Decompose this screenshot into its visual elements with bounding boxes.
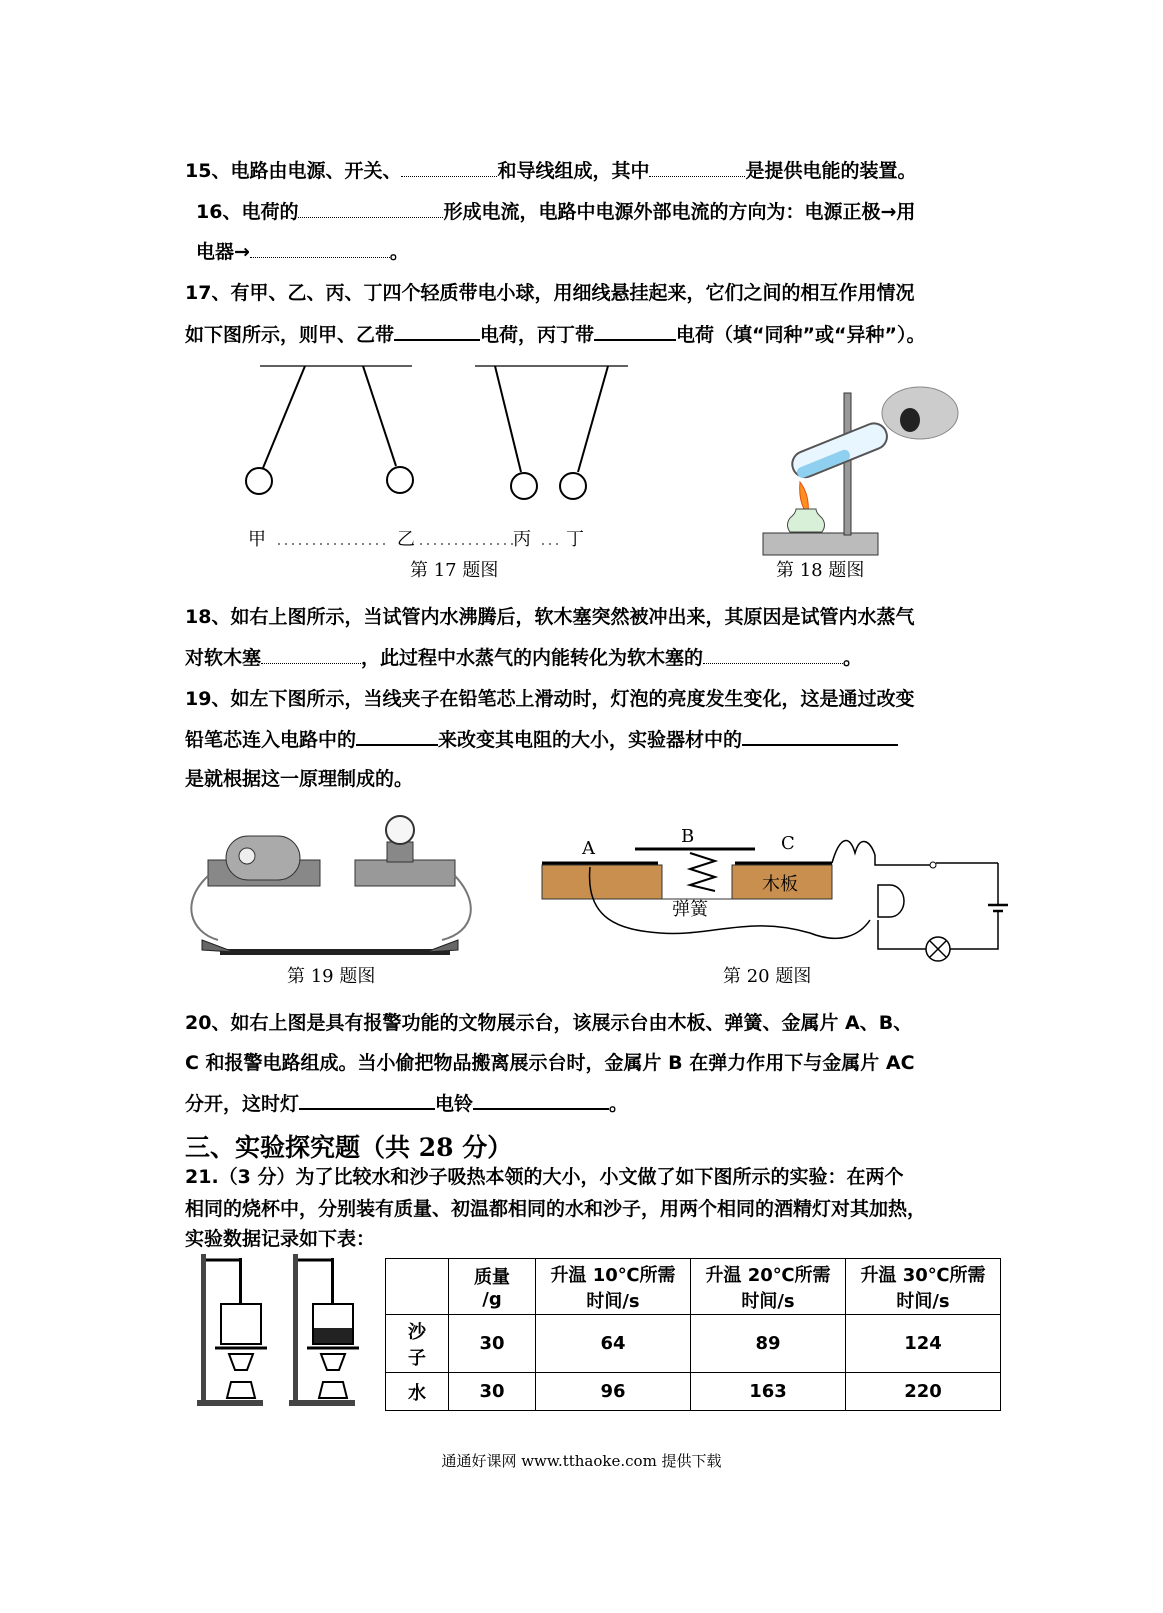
question-17-line1: 17、有甲、乙、丙、丁四个轻质带电小球，用细线悬挂起来，它们之间的相互作用情况: [185, 282, 915, 304]
stand-base: [763, 533, 878, 555]
question-15: 15、电路由电源、开关、 和导线组成，其中 是提供电能的装置。: [185, 160, 917, 182]
cell: 64: [536, 1315, 691, 1373]
cell: 30: [449, 1315, 536, 1373]
footer: 通通好课网 www.tthaoke.com 提供下载: [441, 1452, 722, 1470]
label-C: C: [781, 833, 795, 854]
wire: [875, 855, 930, 865]
string-bing: [495, 366, 521, 472]
label-bing: 丙: [513, 529, 531, 550]
answer-blank[interactable]: [261, 645, 361, 664]
caption-fig18: 第 18 题图: [776, 560, 865, 581]
ball-jia: [246, 468, 272, 494]
label-jia: 甲: [248, 529, 266, 550]
ball-bing: [511, 473, 537, 499]
label-yi: 乙: [397, 529, 415, 550]
header-20c: 升温 20℃所需 时间/s: [691, 1259, 846, 1315]
setup-sand: [197, 1254, 267, 1406]
steam-cloud: [882, 387, 958, 439]
header-30c: 升温 30℃所需 时间/s: [846, 1259, 1001, 1315]
answer-blank[interactable]: [473, 1090, 609, 1110]
alcohol-lamp: [319, 1382, 347, 1398]
table-row: [386, 1315, 1001, 1373]
string-ding: [578, 366, 608, 472]
question-21-line2: 相同的烧杯中，分别装有质量、初温都相同的水和沙子，用两个相同的酒精灯对其加热，: [185, 1198, 927, 1220]
cork: [900, 408, 920, 432]
setup-water: [289, 1254, 359, 1406]
cell: 89: [691, 1315, 846, 1373]
test-tube: [788, 420, 890, 482]
figure-18-test-tube: [760, 385, 970, 565]
bell-symbol: [878, 885, 904, 917]
question-19-line1: 19、如左下图所示，当线夹子在铅笔芯上滑动时，灯泡的亮度发生变化，这是通过改变: [185, 688, 915, 710]
answer-blank[interactable]: [394, 321, 480, 341]
label-B: B: [681, 826, 695, 847]
cell: 163: [691, 1373, 846, 1411]
question-20-line3: 分开，这时灯 电铃 。: [185, 1090, 995, 1117]
table-row: [386, 1373, 1001, 1411]
bulb-holder: [355, 860, 455, 886]
label-board: 木板: [762, 874, 798, 895]
question-18-line2: 对软木塞 ，此过程中水蒸气的内能转化为软木塞的 。: [185, 647, 863, 669]
figure-19-pencil-circuit: [190, 812, 480, 962]
answer-blank[interactable]: [299, 1090, 435, 1110]
alcohol-lamp: [788, 509, 825, 532]
figure-17-pendulums: [230, 360, 650, 560]
cell: 96: [536, 1373, 691, 1411]
answer-blank[interactable]: [594, 321, 676, 341]
answer-blank[interactable]: [742, 726, 898, 746]
section-title: 三、实验探究题（共 28 分）: [185, 1133, 513, 1162]
question-21-line3: 实验数据记录如下表：: [185, 1228, 376, 1250]
figure-21-heating-setups: [195, 1252, 370, 1412]
string-yi: [363, 366, 396, 466]
question-19-line3: 是就根据这一原理制成的。: [185, 768, 414, 790]
board-left: [542, 865, 662, 899]
row-label-water: 水: [386, 1373, 449, 1411]
question-16-line1: 16、电荷的 形成电流，电路中电源外部电流的方向为：电源正极→用: [196, 201, 916, 223]
question-20-line2: C 和报警电路组成。当小偷把物品搬离展示台时，金属片 B 在弹力作用下与金属片 AC: [185, 1052, 915, 1074]
answer-blank[interactable]: [298, 199, 443, 218]
data-table: [385, 1258, 1001, 1411]
cell: 124: [846, 1315, 1001, 1373]
label-spring: 弹簧: [672, 899, 708, 920]
cell: 30: [449, 1373, 536, 1411]
alcohol-lamp: [227, 1382, 255, 1398]
pencil-lead: [220, 949, 450, 955]
question-20-line1: 20、如右上图是具有报警功能的文物展示台，该展示台由木板、弹簧、金属片 A、B、: [185, 1012, 913, 1034]
caption-fig17: 第 17 题图: [410, 560, 499, 581]
ball-ding: [560, 473, 586, 499]
answer-blank[interactable]: [250, 239, 390, 258]
answer-blank[interactable]: [356, 726, 438, 746]
answer-blank[interactable]: [401, 158, 497, 177]
question-21-line1: 21.（3 分）为了比较水和沙子吸热本领的大小，小文做了如下图所示的实验：在两个: [185, 1166, 904, 1188]
clip-left: [202, 940, 234, 952]
ball-yi: [387, 467, 413, 493]
cell: 220: [846, 1373, 1001, 1411]
stand-rod: [844, 393, 851, 535]
answer-blank[interactable]: [649, 158, 745, 177]
string-jia: [263, 366, 305, 468]
caption-fig19: 第 19 题图: [287, 966, 376, 987]
question-18-line1: 18、如右上图所示，当试管内水沸腾后，软木塞突然被冲出来，其原因是试管内水蒸气: [185, 606, 915, 628]
caption-fig20: 第 20 题图: [723, 966, 812, 987]
clip-right: [426, 940, 458, 952]
battery: [226, 836, 300, 880]
question-17-line2: 如下图所示，则甲、乙带 电荷，丙丁带 电荷（填“同种”或“异种”）。: [185, 321, 995, 348]
question-16-line2: 电器→ 。: [196, 241, 409, 263]
label-A: A: [582, 838, 595, 859]
beaker-sand: [221, 1304, 261, 1344]
row-label-sand: 沙 子: [386, 1315, 449, 1373]
bulb: [386, 816, 414, 844]
answer-blank[interactable]: [703, 645, 843, 664]
table-corner: [386, 1259, 449, 1315]
header-mass: 质量 /g: [449, 1259, 536, 1315]
label-ding: 丁: [566, 529, 584, 550]
question-19-line2: 铅笔芯连入电路中的 来改变其电阻的大小，实验器材中的: [185, 726, 995, 753]
wire-C: [832, 841, 875, 863]
header-10c: 升温 10℃所需 时间/s: [536, 1259, 691, 1315]
